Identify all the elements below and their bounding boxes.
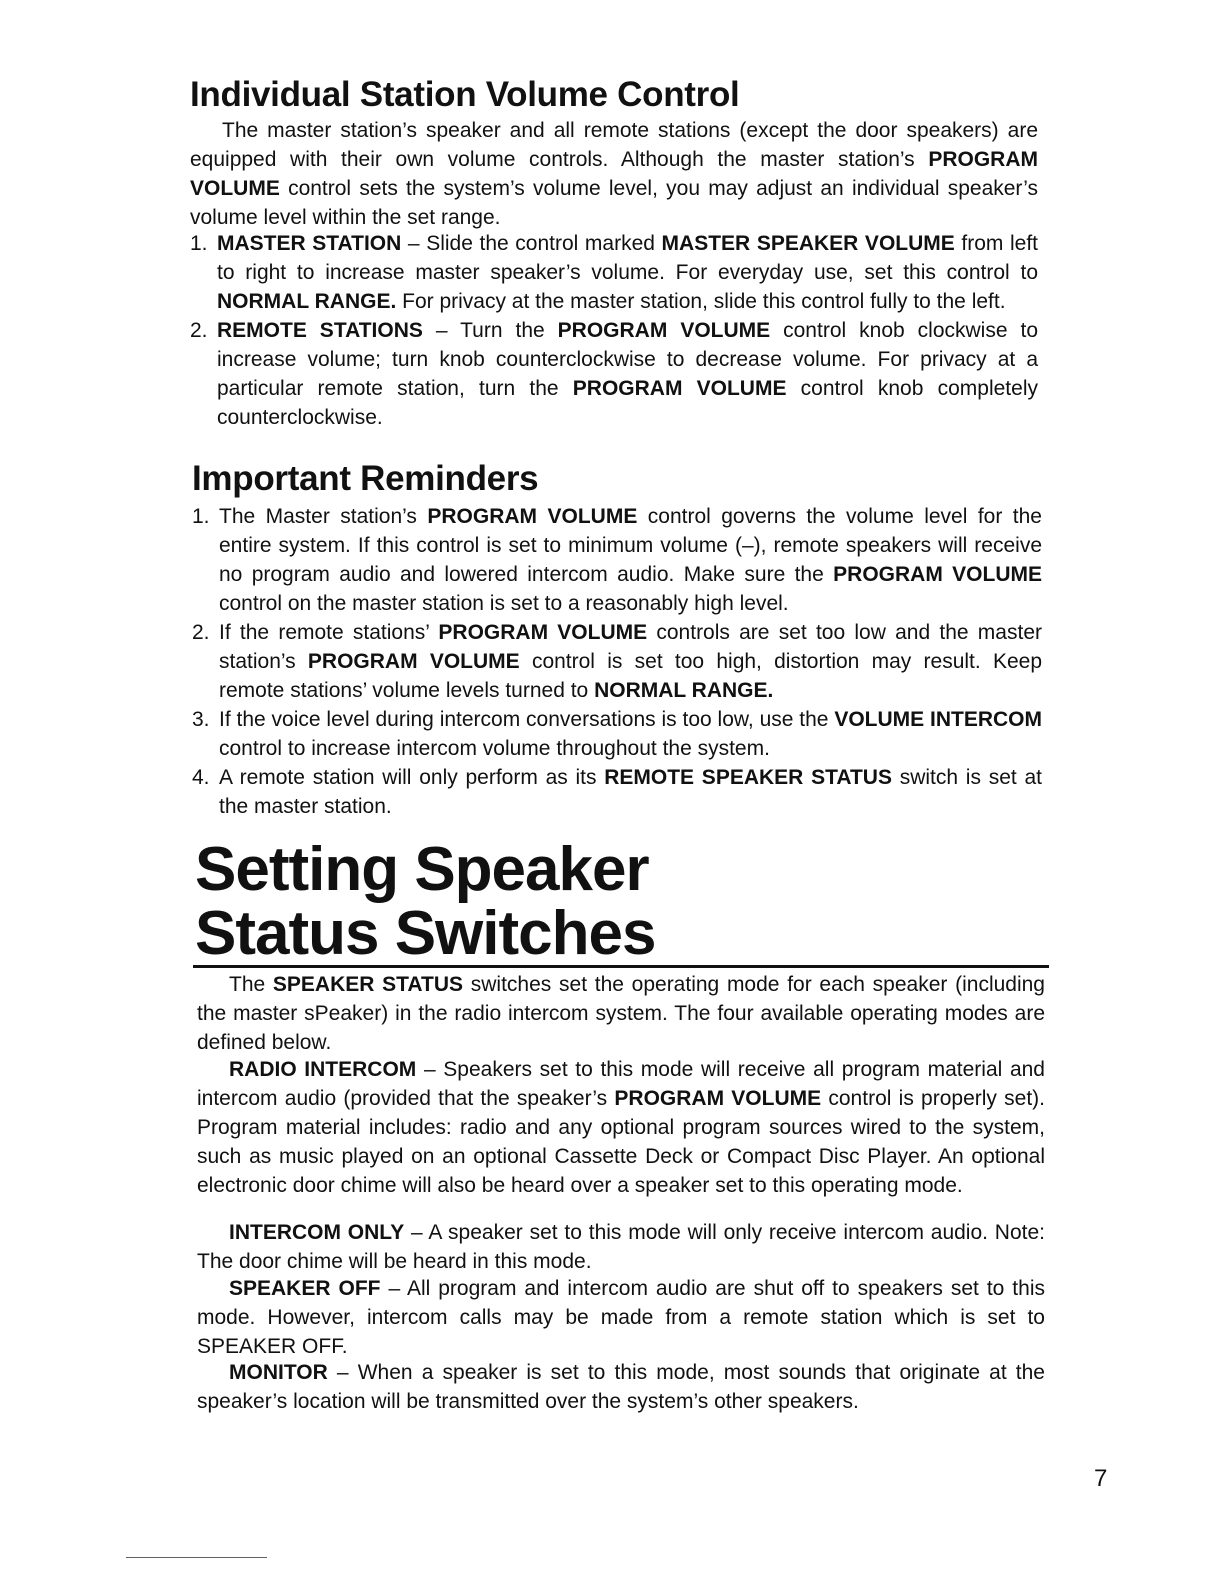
footer-line: [126, 1557, 267, 1558]
volume-intro-paragraph: The master station’s speaker and all remote stations (except the door speakers) are equipped with their own volume controls. Although the master station’s PROGRAM VOLUME control sets the system’s volume level, you may adjust an individual speaker’s volume level within the set range.: [190, 119, 1038, 229]
reminder-item-4: 4. A remote station will only perform as its REMOTE SPEAKER STATUS switch is set at the master station.: [192, 766, 1042, 818]
title-line-1: Setting Speaker: [195, 835, 649, 904]
speaker-status-intro-paragraph: The SPEAKER STATUS switches set the operating mode for each speaker (including the master sPeaker) in the radio intercom system. The four available operating modes are defined below.: [197, 973, 1045, 1054]
volume-control-list: [190, 229, 1038, 432]
list-item-master-station: 1. MASTER STATION – Slide the control marked MASTER SPEAKER VOLUME from left to right to increase master speaker’s volume. For everyday use, set this control to NORMAL RANGE. For privacy at the master station, slide this control fully to the left.: [190, 232, 1038, 313]
mode-monitor: MONITOR – When a speaker is set to this mode, most sounds that originate at the speaker’s location will be transmitted over the system’s other speakers.: [197, 1361, 1045, 1413]
page-number: 7: [1094, 1465, 1108, 1492]
reminder-item-3: 3. If the voice level during intercom conversations is too low, use the VOLUME INTERCOM control to increase intercom volume throughout the system.: [192, 708, 1042, 760]
mode-intercom-only: INTERCOM ONLY – A speaker set to this mode will only receive intercom audio. Note: The door chime will be heard in this mode.: [197, 1221, 1045, 1273]
mode-speaker-off: SPEAKER OFF – All program and intercom audio are shut off to speakers set to this mode. However, intercom calls may be made from a remote station which is set to SPEAKER OFF.: [197, 1277, 1045, 1358]
reminders-list: [192, 502, 1042, 821]
page-title-setting-speaker-status-switches: [195, 835, 656, 968]
heading-important-reminders: Important Reminders: [192, 459, 539, 498]
reminder-item-1: 1. The Master station’s PROGRAM VOLUME control governs the volume level for the entire system. If this control is set to minimum volume (–), remote speakers will receive no program audio and lowered intercom audio. Make sure the PROGRAM VOLUME control on the master station is set to a reasonably high level.: [192, 505, 1042, 615]
reminder-item-2: 2. If the remote stations’ PROGRAM VOLUME controls are set too low and the master station’s PROGRAM VOLUME control is set too high, distortion may result. Keep remote stations’ volume levels turned to NORMAL RANGE.: [192, 621, 1042, 702]
list-item-remote-stations: 2. REMOTE STATIONS – Turn the PROGRAM VOLUME control knob clockwise to increase volume; turn knob counterclockwise to decrease volume. For privacy at a particular remote station, turn the PROGRAM VOLUME control knob completely counterclockwise.: [190, 319, 1038, 429]
title-line-2: Status Switches: [195, 899, 656, 968]
heading-individual-station-volume-control: Individual Station Volume Control: [190, 75, 740, 114]
title-divider: [193, 965, 1049, 968]
mode-radio-intercom: RADIO INTERCOM – Speakers set to this mode will receive all program material and intercom audio (provided that the speaker’s PROGRAM VOLUME control is properly set). Program material includes: radio and any optional program sources wired to the system, such as music played on an optional Cassette Deck or Compact Disc Player. An optional electronic door chime will also be heard over a speaker set to this operating mode.: [197, 1058, 1045, 1197]
